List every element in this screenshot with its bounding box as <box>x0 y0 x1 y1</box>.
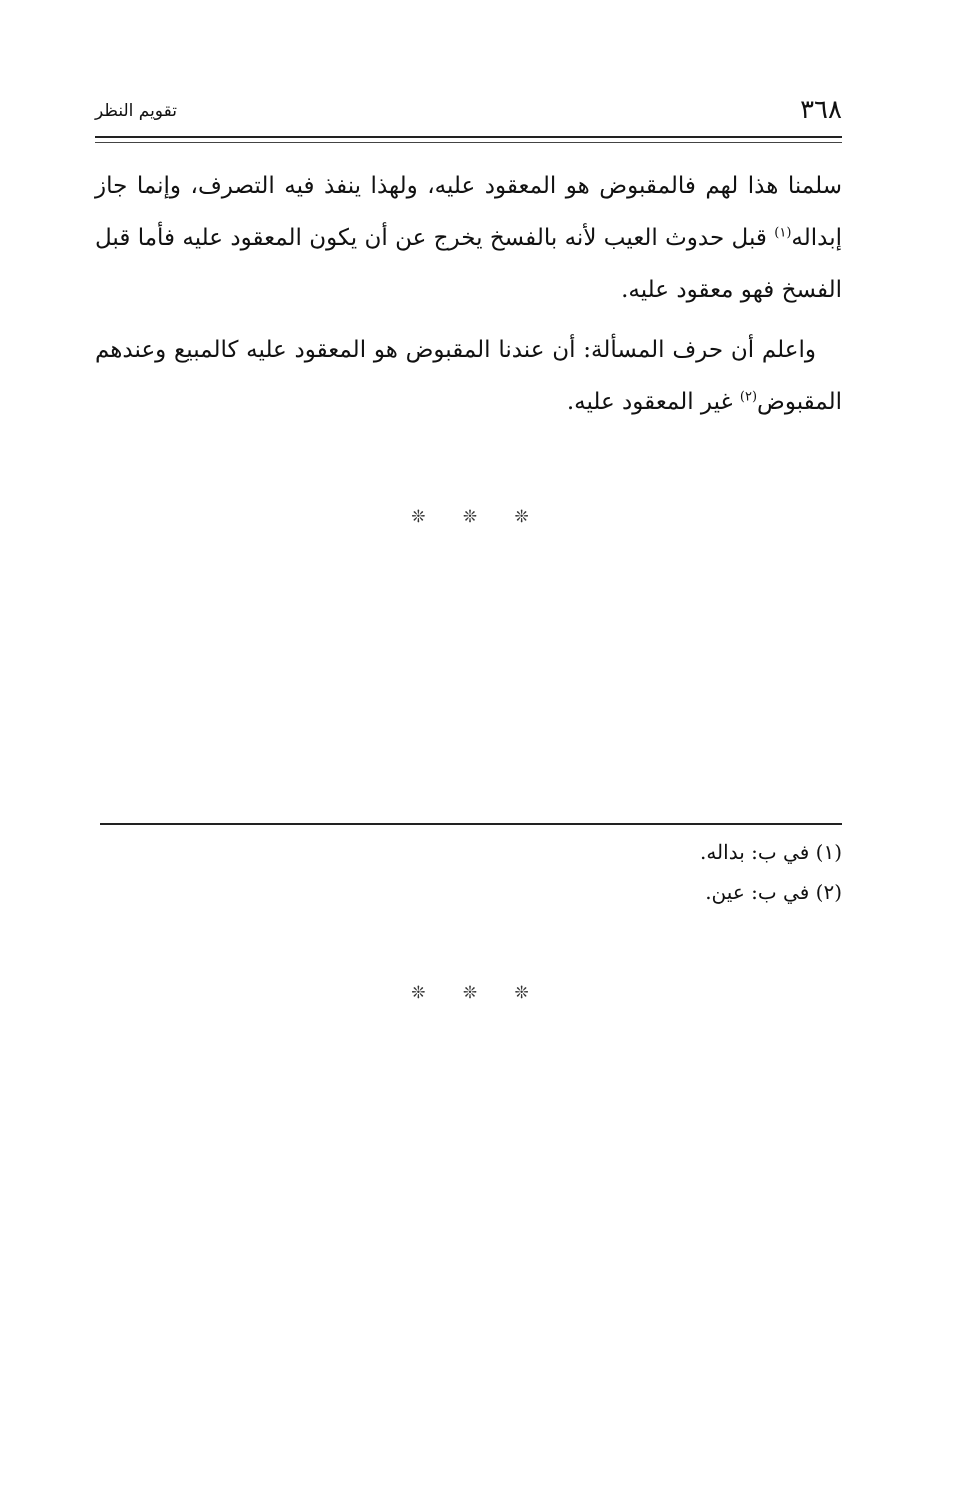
header-rule-thick <box>95 136 842 138</box>
paragraph-2-text-a: واعلم أن حرف المسألة: أن عندنا المقبوض هو المعقود عليه كالمبيع وعندهم المقبوض <box>95 337 842 415</box>
end-separator: ❊ ❊ ❊ <box>411 983 545 1003</box>
footnote-marker-1: (١) <box>774 225 792 241</box>
paragraph-2 <box>95 324 842 428</box>
page-number: ٣٦٨ <box>800 95 842 125</box>
main-text <box>95 160 842 428</box>
footnote-marker-2: (٢) <box>739 389 758 405</box>
paragraph-1 <box>95 160 842 316</box>
footnotes <box>100 832 842 912</box>
footnote-2: (٢) في ب: عين. <box>705 880 842 904</box>
footnote-rule <box>100 823 842 825</box>
running-title: تقويم النظر <box>95 101 177 121</box>
header-rule-thin <box>95 142 842 143</box>
paragraph-2-text-b: غير المعقود عليه. <box>566 389 740 415</box>
paragraph-1-text-b: قبل حدوث العيب لأنه بالفسخ يخرج عن أن يكون المعقود عليه فأما قبل الفسخ فهو معقود عليه. <box>95 225 842 303</box>
page-header <box>95 95 842 125</box>
section-separator: ❊ ❊ ❊ <box>411 507 545 527</box>
footnote-1: (١) في ب: بداله. <box>699 840 842 864</box>
paragraph-1-text-a: سلمنا هذا لهم فالمقبوض هو المعقود عليه، ولهذا ينفذ فيه التصرف، وإنما جاز إبداله <box>95 173 842 251</box>
